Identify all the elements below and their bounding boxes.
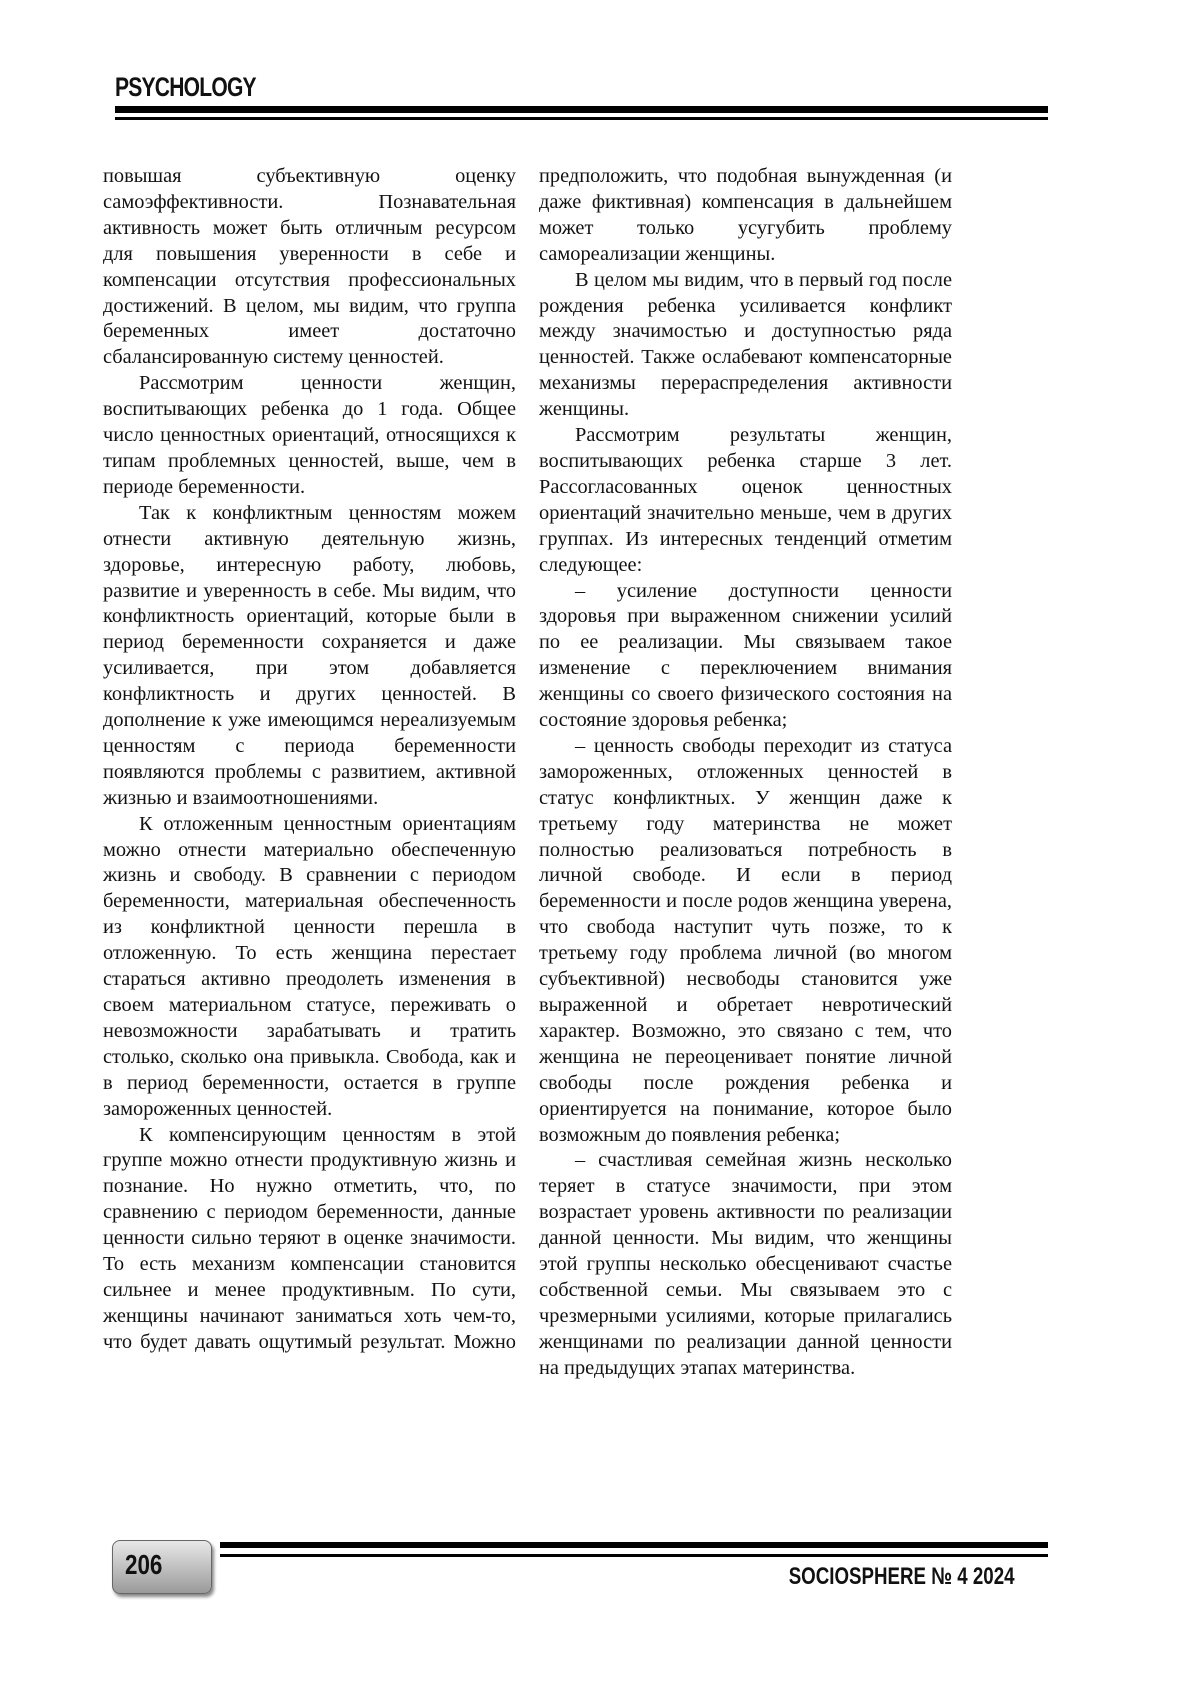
header-rule-thick <box>115 106 1048 113</box>
journal-title: SOCIOSPHERE № 4 2024 <box>789 1563 1015 1591</box>
paragraph: К компенсирующим ценностям в этой группе можно отнести продуктивную жизнь и познание. Но нужно отметить, что, по сравнению с периодом беременности, данные ценности сильно теряют в оценке значимости. То есть механизм компенсации становится сильнее и менее продуктивным. По сути, женщины начинают заниматься хоть чем-то, что будет давать ощутимый результат. Можно <box>103 1123 516 1356</box>
header-rule-thin <box>115 117 1048 120</box>
left-column <box>103 164 516 1356</box>
paragraph: повышая субъективную оценку самоэффективности. Познавательная активность может быть отличным ресурсом для повышения уверенности в себе и компенсации отсутствия профессиональных достижений. В целом, мы видим, что группа беременных имеет достаточно сбалансированную систему ценностей. <box>103 164 516 371</box>
paragraph: – усиление доступности ценности здоровья при выраженном снижении усилий по ее реализации. Мы связываем такое изменение с переключением внимания женщины со своего физического состояния на состояние здоровья ребенка; <box>539 579 952 734</box>
footer-rule-thin <box>220 1554 1048 1557</box>
page-number: 206 <box>125 1549 162 1581</box>
paragraph: – ценность свободы переходит из статуса замороженных, отложенных ценностей в статус конфликтных. У женщин даже к третьему году материнства не может полностью реализоваться потребность в личной свободе. И если в период беременности и после родов женщина уверена, что свобода наступит чуть позже, то к третьему году проблема личной (во многом субъективной) несвободы становится уже выраженной и обретает невротический характер. Возможно, это связано с тем, что женщина не переоценивает понятие личной свободы после рождения ребенка и ориентируется на понимание, которое было возможным до появления ребенка; <box>539 734 952 1149</box>
paragraph: В целом мы видим, что в первый год после рождения ребенка усиливается конфликт между значимостью и доступностью ряда ценностей. Также ослабевают компенсаторные механизмы перераспределения активности женщины. <box>539 268 952 423</box>
paragraph: предположить, что подобная вынужденная (и даже фиктивная) компенсация в дальнейшем может только усугубить проблему самореализации женщины. <box>539 164 952 268</box>
paragraph: Рассмотрим ценности женщин, воспитывающих ребенка до 1 года. Общее число ценностных ориентаций, относящихся к типам проблемных ценностей, выше, чем в периоде беременности. <box>103 371 516 501</box>
page-number-badge <box>112 1540 212 1594</box>
right-column <box>539 164 952 1382</box>
paragraph: Рассмотрим результаты женщин, воспитывающих ребенка старше 3 лет. Рассогласованных оценок ценностных ориентаций значительно меньше, чем в других группах. Из интересных тенденций отметим следующее: <box>539 423 952 578</box>
paragraph: К отложенным ценностным ориентациям можно отнести материально обеспеченную жизнь и свободу. В сравнении с периодом беременности, материальная обеспеченность из конфликтной ценности перешла в отложенную. То есть женщина перестает стараться активно преодолеть изменения в своем материальном статусе, переживать о невозможности зарабатывать и тратить столько, сколько она привыкла. Свобода, как и в период беременности, остается в группе замороженных ценностей. <box>103 812 516 1123</box>
paragraph: Так к конфликтным ценностям можем отнести активную деятельную жизнь, здоровье, интересную работу, любовь, развитие и уверенность в себе. Мы видим, что конфликтность ориентаций, которые были в период беременности сохраняется и даже усиливается, при этом добавляется конфликтность и других ценностей. В дополнение к уже имеющимся нереализуемым ценностям с периода беременности появляются проблемы с развитием, активной жизнью и взаимоотношениями. <box>103 501 516 812</box>
section-title: PSYCHOLOGY <box>115 72 256 103</box>
footer-rule-thick <box>220 1542 1048 1548</box>
paragraph: – счастливая семейная жизнь несколько теряет в статусе значимости, при этом возрастает уровень активности по реализации данной ценности. Мы видим, что женщины этой группы несколько обесценивают счастье собственной семьи. Мы связываем это с чрезмерными усилиями, которые прилагались женщинами по реализации данной ценности на предыдущих этапах материнства. <box>539 1148 952 1381</box>
